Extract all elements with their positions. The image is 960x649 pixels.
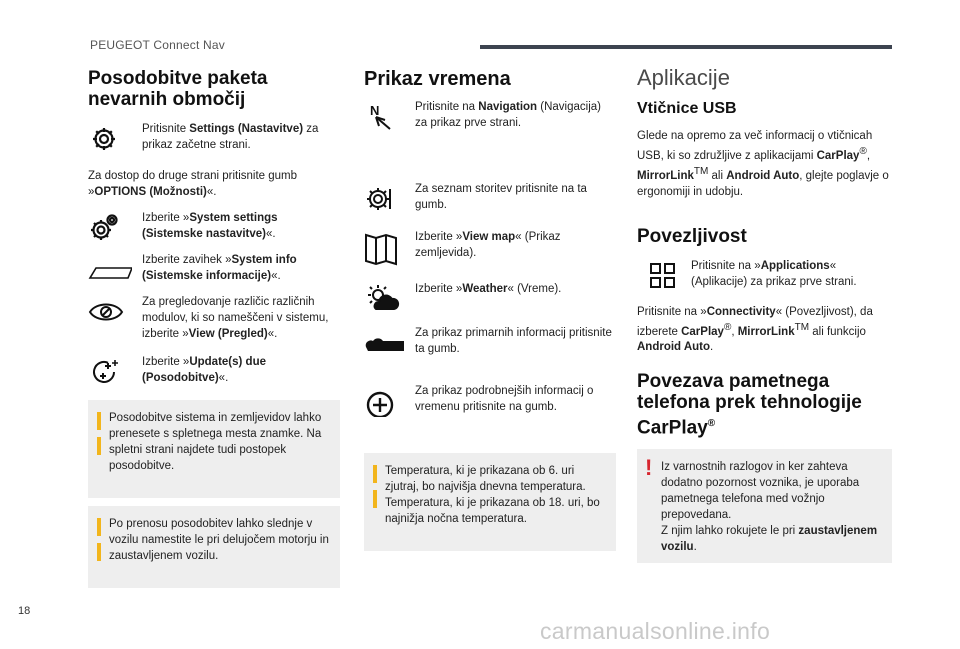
text: za prikaz začetne strani.: [142, 123, 319, 151]
bold-term: System settings (Sistemske nastavitve): [142, 212, 278, 240]
weather-sun-cloud-icon: [364, 283, 400, 315]
bold-term: System info (Sistemske informacije): [142, 254, 297, 282]
map-icon: [364, 231, 398, 263]
text: «.: [266, 228, 276, 240]
step-detail-info: [364, 383, 616, 447]
info-note-marker: [373, 490, 377, 508]
heading-line-1: Posodobitve paketa: [88, 68, 268, 89]
step-updates-due: [88, 354, 340, 386]
double-gear-icon: [88, 212, 120, 244]
watermark: carmanualsonline.info: [540, 618, 771, 644]
header-accent-bar: [480, 45, 892, 49]
bold-term: Update(s) due (Posodobitve): [142, 356, 266, 384]
text: Za prikaz podrobnejših informacij o vremenu pritisnite na gumb.: [415, 385, 594, 413]
heading-weather: Prikaz vremena: [364, 68, 511, 90]
info-note-install: [88, 506, 340, 588]
text: ali funkcijo: [809, 325, 866, 338]
text: Izberite zavihek »: [142, 254, 232, 266]
column-hazard-zones: [88, 60, 340, 588]
warning-exclamation-icon: !: [645, 454, 653, 480]
step-system-settings: [88, 210, 340, 242]
bold-term: CarPlay: [681, 325, 724, 338]
text: « (Prikaz zemljevida).: [415, 231, 561, 259]
text: « (Aplikacije) za prikaz prve strani.: [691, 259, 857, 288]
text: Za seznam storitev pritisnite na ta gumb.: [415, 183, 587, 211]
info-note-marker: [97, 437, 101, 455]
registered-mark: ®: [707, 418, 716, 430]
text: ali: [708, 169, 727, 182]
bold-term: CarPlay: [816, 149, 860, 162]
bold-term: View (Pregled): [188, 328, 268, 340]
text: Pritisnite na »: [691, 259, 761, 272]
text: Izberite »: [142, 356, 190, 368]
text: Izberite »: [415, 231, 463, 243]
heading-carplay: [637, 371, 892, 438]
heading-connectivity: Povezljivost: [637, 225, 747, 247]
text: Pritisnite na: [415, 101, 479, 113]
note-text: Temperatura, ki je prikazana ob 6. uri zjutraj, bo najvišja dnevna temperatura. Temperatura, ki je prikazana ob 18. uri, bo najnižja nočna temperatura.: [385, 465, 600, 525]
svg-text:N: N: [370, 103, 380, 118]
paragraph-options: [88, 168, 340, 200]
text: «.: [271, 270, 281, 282]
text: «.: [218, 372, 229, 384]
services-gear-icon: [364, 183, 396, 215]
bold-term: Android Auto: [637, 341, 711, 354]
text: Pritisnite: [142, 123, 190, 135]
step-weather: [364, 281, 616, 323]
trademark: TM: [794, 321, 810, 333]
note-text: .: [693, 540, 697, 553]
text: Za dostop do druge strani pritisnite gumb »: [88, 170, 298, 198]
text: «.: [206, 186, 217, 198]
text: Pritisnite na »: [637, 305, 707, 318]
text: Izberite »: [142, 212, 190, 224]
step-settings: [88, 121, 340, 153]
info-note-temperature: [364, 453, 616, 551]
paragraph-connectivity: [637, 304, 892, 356]
paragraph-usb: [637, 128, 892, 200]
text: (Navigacija) za prikaz prve strani.: [415, 101, 601, 129]
step-view: [88, 294, 340, 342]
settings-gear-icon: [88, 123, 120, 155]
apps-grid-icon: [647, 260, 679, 292]
info-note-marker: [97, 412, 101, 430]
weather-bar-icon: [364, 327, 406, 359]
text: «.: [267, 328, 278, 340]
step-primary-info: [364, 325, 616, 381]
bold-term: zaustavljenem vozilu: [661, 524, 878, 553]
step-view-map: [364, 229, 616, 275]
text: Za prikaz primarnih informacij pritisnite ta gumb.: [415, 327, 612, 355]
text: .: [710, 341, 714, 354]
heading-usb: Vtičnice USB: [637, 100, 737, 117]
bold-term: Android Auto: [726, 169, 800, 182]
eye-icon: [88, 296, 124, 328]
warning-note-smartphone: [637, 449, 892, 563]
note-text: Po prenosu posodobitev lahko slednje v vozilu namestite le pri delujočem motorju in zaustavljenem vozilu.: [109, 518, 329, 562]
bold-term: OPTIONS (Možnosti): [94, 186, 207, 198]
bold-term: MirrorLink: [637, 169, 694, 182]
plus-circle-icon: [364, 385, 396, 417]
text: « (Vreme).: [507, 283, 562, 295]
note-text: Iz varnostnih razlogov in ker zahteva dodatno pozornost voznika, je uporaba pametnega telefona med vožnjo prepovedana.: [661, 460, 860, 521]
text: Za pregledovanje različic različnih modulov, ki so nameščeni v sistemu, izberite »: [142, 296, 329, 340]
info-note-marker: [97, 518, 101, 536]
step-services: [364, 181, 616, 221]
column-weather: [364, 60, 616, 551]
bold-term: Connectivity: [706, 305, 776, 318]
text: « (Povezljivost), da izberete: [637, 305, 873, 338]
step-navigation: [364, 99, 616, 165]
heading-hazard-zones: [88, 68, 340, 110]
running-header: PEUGEOT Connect Nav: [90, 38, 225, 52]
note-text: Posodobitve sistema in zemljevidov lahko prenesete s spletnega mesta znamke. Na spletni strani najdete tudi postopek posodobitve.: [109, 412, 322, 472]
info-note-updates: [88, 400, 340, 498]
heading-line-2: telefona prek tehnologije: [637, 392, 862, 414]
text: Glede na opremo za več informacij o vtičnicah USB, ki so združljive z aplikacijami: [637, 130, 873, 162]
page-number: 18: [18, 605, 31, 617]
text: ,: [866, 149, 871, 162]
bold-term: Weather: [462, 283, 508, 295]
note-text: Z njim lahko rokujete le pri: [661, 524, 799, 537]
trademark: TM: [693, 165, 709, 177]
tab-folder-icon: [88, 254, 132, 286]
registered-mark: ®: [859, 146, 867, 157]
text: Izberite »: [415, 283, 463, 295]
column-applications: [637, 60, 892, 563]
bold-term: MirrorLink: [737, 325, 795, 338]
bold-term: Settings (Nastavitve): [189, 123, 304, 135]
update-refresh-icon: [88, 356, 120, 388]
heading-applications: Aplikacije: [637, 65, 730, 90]
heading-line-1: Povezava pametnega: [637, 371, 830, 393]
bold-term: View map: [462, 231, 516, 243]
text: , glejte poglavje o ergonomiji in udobju.: [637, 169, 889, 198]
heading-line-2: nevarnih območij: [88, 89, 246, 110]
step-system-info: [88, 252, 340, 284]
bold-term: Navigation: [478, 101, 538, 113]
registered-mark: ®: [723, 321, 732, 333]
info-note-marker: [373, 465, 377, 483]
step-applications: [637, 258, 892, 292]
bold-term: Applications: [760, 259, 830, 272]
info-note-marker: [97, 543, 101, 561]
text: ,: [731, 325, 738, 338]
navigation-arrow-icon: [364, 101, 396, 133]
heading-line-3: CarPlay: [637, 417, 708, 439]
